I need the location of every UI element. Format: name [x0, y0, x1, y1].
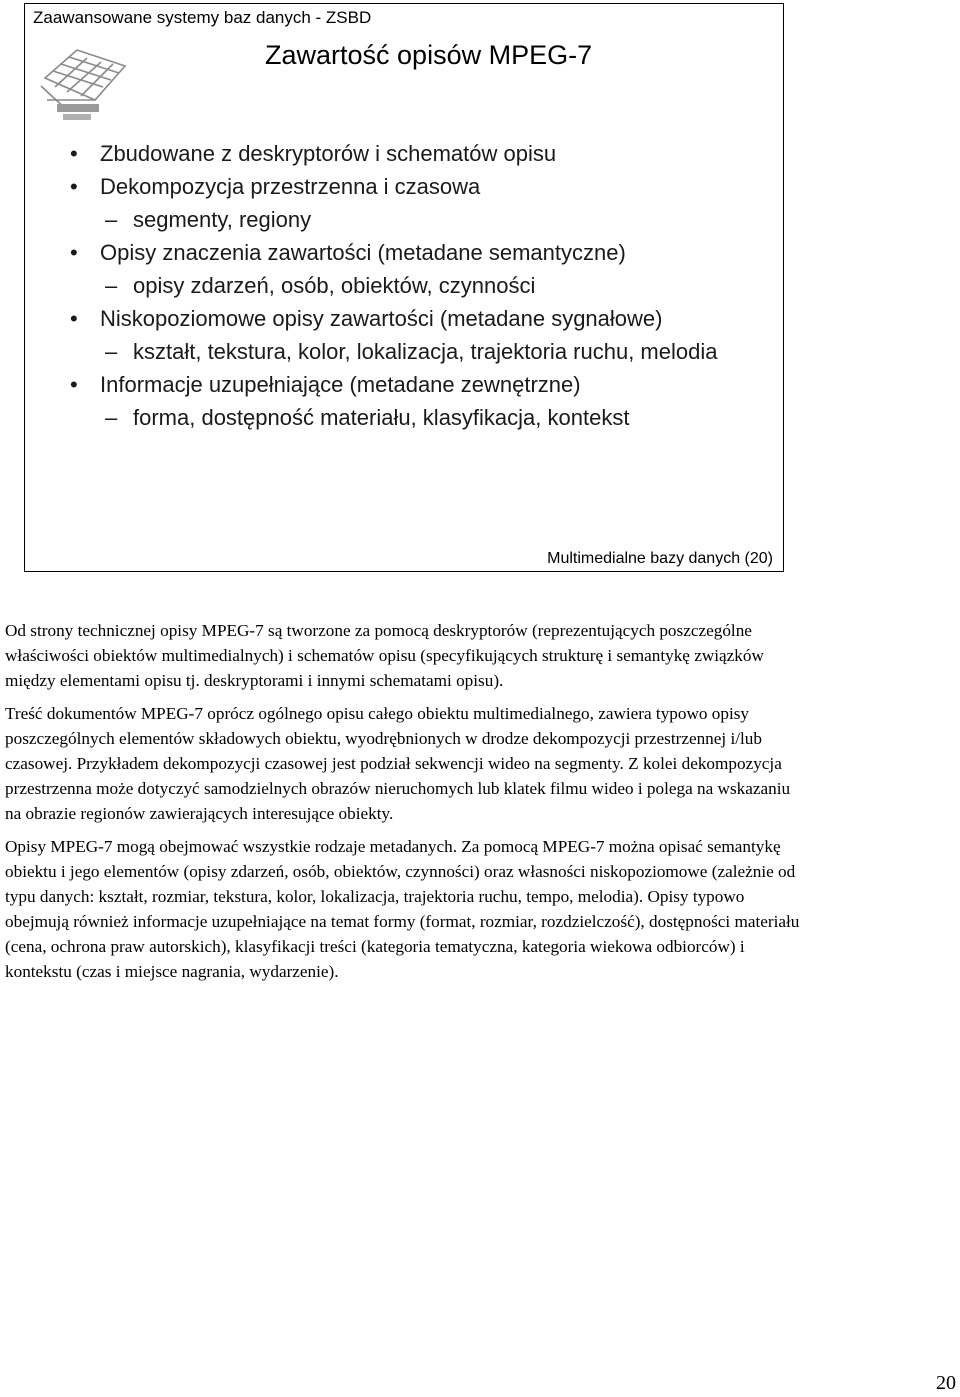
sub-bullet-item: – kształt, tekstura, kolor, lokalizacja, trajektoria ruchu, melodia: [70, 338, 770, 365]
bullet-item: • Zbudowane z deskryptorów i schematów opisu: [70, 140, 770, 167]
notes-paragraph: Treść dokumentów MPEG-7 oprócz ogólnego opisu całego obiektu multimedialnego, zawiera typowo opisy poszczególnych elementów składowych obiektu, wyodrębnionych w drodze dekompozycji przestrzennej i/lub czasowej. Przykładem dekompozycji czasowej jest podział sekwencji wideo na segmenty. Z kolei dekompozycja przestrzenna może dotyczyć samodzielnych obrazów nieruchomych lub klatek filmu wideo i polega na wskazaniu na obrazie regionów zawierających interesujące obiekty.: [5, 704, 791, 823]
bullet-item: • Opisy znaczenia zawartości (metadane semantyczne): [70, 239, 770, 266]
bullet-item: • Informacje uzupełniające (metadane zewnętrzne): [70, 371, 770, 398]
notes-paragraph: Od strony technicznej opisy MPEG-7 są tworzone za pomocą deskryptorów (reprezentujących poszczególne właściwości obiektów multimedialnych) i schematów opisu (specyfikujących strukturę i semantykę związków między elementami opisu tj. deskryptorami i innymi schematami opisu).: [5, 621, 764, 690]
university-logo-icon: [37, 40, 133, 126]
bullet-item: • Niskopoziomowe opisy zawartości (metadane sygnałowe): [70, 305, 770, 332]
lecture-notes: [5, 618, 805, 992]
sub-bullet-item: – opisy zdarzeń, osób, obiektów, czynności: [70, 272, 770, 299]
notes-paragraph: Opisy MPEG-7 mogą obejmować wszystkie rodzaje metadanych. Za pomocą MPEG-7 można opisać semantykę obiektu i jego elementów (opisy zdarzeń, osób, obiektów, czynności) oraz własności niskopoziomowe (zależnie od typu danych: kształt, rozmiar, tekstura, kolor, lokalizacja, trajektoria ruchu, tempo, melodia). Opisy typowo obejmują również informacje uzupełniające na temat formy (format, rozmiar, rozdzielczość), dostępności materiału (cena, ochrona praw autorskich), klasyfikacji treści (kategoria tematyczna, kategoria wiekowa odbiorców) i kontekstu (czas i miejsce nagrania, wydarzenie).: [5, 837, 800, 981]
slide-title: Zawartość opisów MPEG-7: [265, 40, 593, 70]
slide-footer: Multimedialne bazy danych (20): [547, 550, 773, 567]
bullet-list: [70, 140, 770, 437]
bullet-item: • Dekompozycja przestrzenna i czasowa: [70, 173, 770, 200]
sub-bullet-item: – segmenty, regiony: [70, 206, 770, 233]
course-title: Zaawansowane systemy baz danych - ZSBD: [33, 8, 372, 27]
page-number: 20: [936, 1372, 956, 1394]
sub-bullet-item: – forma, dostępność materiału, klasyfikacja, kontekst: [70, 404, 770, 431]
slide-frame: [24, 3, 784, 572]
